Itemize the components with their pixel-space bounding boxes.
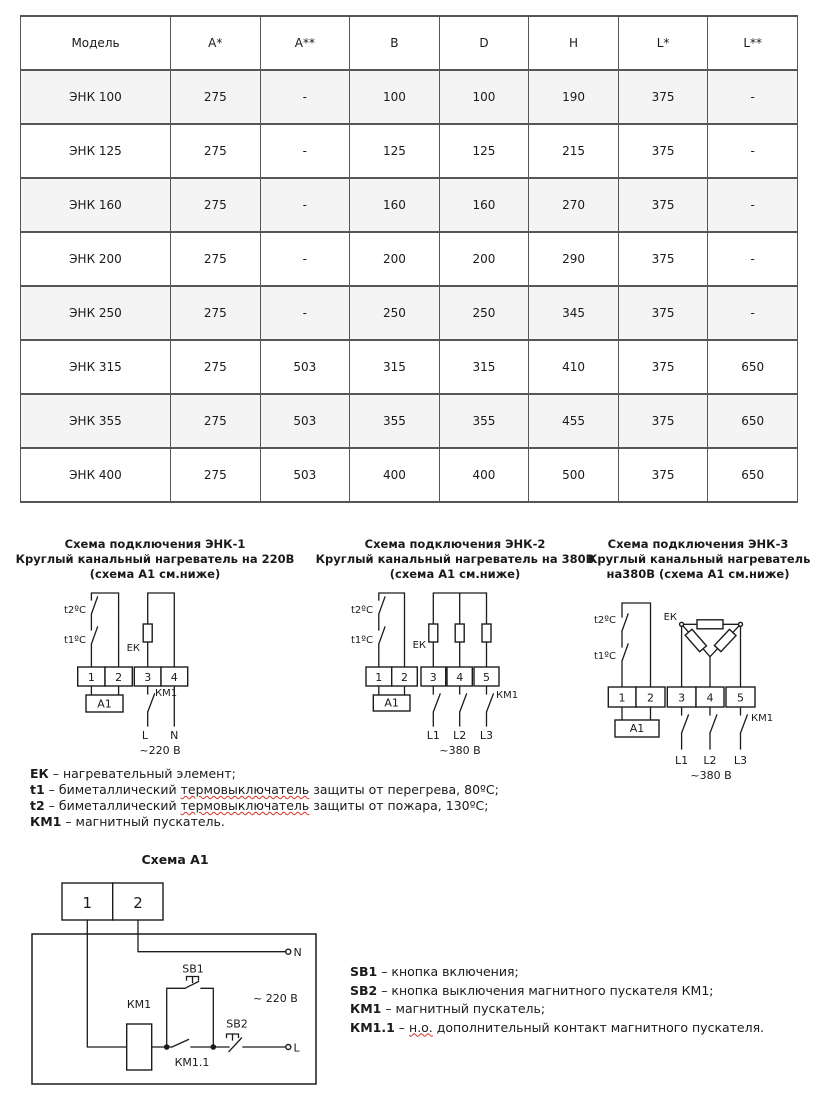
enk2-wiring-diagram [340,588,560,760]
table-cell: 125 [350,124,440,178]
sb2-label: SB2 [226,1017,248,1031]
heater-element-symbol [714,629,736,651]
table-cell: 375 [618,124,708,178]
ek-label: ЕК [126,643,140,654]
table-cell: 503 [260,394,350,448]
t2-label: t2ºC [351,605,373,616]
km1-label: КМ1 [155,688,178,699]
table-cell: - [708,124,798,178]
column-header-l1: L* [618,16,708,70]
table-cell: 250 [439,286,529,340]
legend-term: КМ1 [30,814,62,829]
table-cell: 500 [529,448,619,502]
cell-model: ЭНК 315 [21,340,171,394]
table-cell: 503 [260,340,350,394]
heater-element-symbol [143,624,152,642]
wiring [32,883,316,1084]
table-cell: 275 [171,448,261,502]
a1-label: А1 [384,696,399,710]
cell-model: ЭНК 160 [21,178,171,232]
table-cell: 275 [171,286,261,340]
phase-l-label: L [293,1041,300,1055]
a1-label: А1 [629,722,645,735]
heater-element-symbol [455,624,464,642]
legend-line: t2 – биметаллический термовыключатель защиты от пожара, 130ºС; [30,798,489,813]
legend-line: КМ1.1 – н.о. дополнительный контакт магнитного пускателя. [350,1019,765,1035]
cell-model: ЭНК 200 [21,232,171,286]
t2-label: t2ºC [594,615,616,626]
table-cell: 375 [618,70,708,124]
table-cell: 160 [439,178,529,232]
table-cell: 290 [529,232,619,286]
sb1-label: SB1 [182,962,204,976]
terminal-number: 2 [115,671,123,684]
terminal-number: 5 [737,691,744,705]
phase-l-label: L [141,729,149,742]
table-cell: 503 [260,448,350,502]
cell-model: ЭНК 125 [21,124,171,178]
table-row [21,70,798,124]
cell-model: ЭНК 355 [21,394,171,448]
legend-line: SB1 – кнопка включения; [350,964,519,979]
terminal-number: 1 [82,894,93,912]
column-header-h: H [529,16,619,70]
table-row [21,340,798,394]
table-cell: 400 [350,448,440,502]
ek-label: ЕК [412,640,426,651]
phase-l3-label: L3 [733,754,748,767]
t2-label: t2ºC [64,605,86,616]
cell-model: ЭНК 100 [21,70,171,124]
neutral-n-label: N [293,946,302,959]
enk1-diagram-title [15,537,295,582]
column-header-model: Модель [21,16,171,70]
column-header-l2: L** [708,16,798,70]
phase-l2-label: L2 [453,729,467,742]
table-cell: - [260,232,350,286]
table-row [21,286,798,340]
terminal-number: 2 [401,671,408,684]
legend-line: SB2 – кнопка выключения магнитного пускателя КМ1; [350,982,714,998]
table-cell: 375 [618,232,708,286]
table-cell: 375 [618,286,708,340]
legend-term: ЕК [30,766,49,781]
table-row [21,124,798,178]
dimensions-table-wrap [20,15,798,503]
table-cell: - [260,70,350,124]
table-cell: 270 [529,178,619,232]
table-cell: 100 [350,70,440,124]
table-row [21,394,798,448]
title-line: на380В (схема А1 см.ниже) [606,567,790,581]
table-cell: 650 [708,340,798,394]
table-cell: 375 [618,178,708,232]
terminal-number: 4 [706,691,714,705]
table-cell: 250 [350,286,440,340]
voltage-label: ~380 В [690,769,732,782]
table-cell: - [708,286,798,340]
neutral-n-label: N [170,729,179,742]
table-cell: - [260,286,350,340]
column-header-d: D [439,16,529,70]
phase-l2-label: L2 [703,754,717,767]
table-cell: 400 [439,448,529,502]
terminal-number: 3 [429,671,437,684]
km1-coil-symbol [127,1024,152,1070]
dimensions-table [20,15,798,503]
table-cell: 275 [171,124,261,178]
column-header-b: B [350,16,440,70]
table-cell: 100 [439,70,529,124]
table-cell: 345 [529,286,619,340]
junction-dot [164,1044,170,1050]
table-row [21,448,798,502]
heater-element-symbol [685,629,706,651]
table-cell: 125 [439,124,529,178]
title-line: (схема А1 см.ниже) [89,567,221,581]
n-terminal-node [286,949,291,954]
table-cell: 200 [439,232,529,286]
table-cell: 375 [618,448,708,502]
table-cell: - [260,124,350,178]
voltage-label: ~220 В [139,744,181,757]
column-header-a2: A** [260,16,350,70]
legend-line: ЕК – нагревательный элемент; [30,766,236,781]
t1-label: t1ºC [351,635,373,646]
terminal-number: 1 [87,671,95,684]
terminal-number: 1 [618,691,626,705]
junction-node [739,622,743,626]
table-cell: 315 [439,340,529,394]
km1-label: КМ1 [126,998,152,1011]
legend-term: t1 [30,782,45,797]
table-cell: 275 [171,340,261,394]
l-terminal-node [286,1045,291,1050]
km1-label: КМ1 [496,690,519,701]
terminal-number: 2 [647,691,654,705]
table-cell: 190 [529,70,619,124]
table-cell: 355 [350,394,440,448]
voltage-label: ~ 220 В [253,992,298,1005]
heater-element-symbol [697,620,723,629]
table-row [21,232,798,286]
legend-term: SB2 [350,982,378,998]
legend-term: КМ1.1 [350,1019,395,1035]
table-cell: 375 [618,394,708,448]
a1-scheme-title: Схема А1 [141,852,209,867]
table-cell: 275 [171,70,261,124]
enk3-diagram-title [588,537,811,582]
a1-scheme-legend [350,963,764,1037]
table-cell: 200 [350,232,440,286]
enk3-wiring-diagram [585,593,820,788]
phase-l1-label: L1 [675,754,689,767]
title-line: Схема подключения ЭНК-2 [364,537,546,551]
wiring-legend [30,766,499,830]
legend-term: КМ1 [350,1001,382,1016]
terminal-number: 3 [144,671,152,684]
legend-line: КМ1 – магнитный пускатель; [350,1001,546,1016]
junction-dot [211,1044,217,1050]
table-cell: 650 [708,448,798,502]
cell-model: ЭНК 250 [21,286,171,340]
table-cell: - [708,70,798,124]
a1-scheme-diagram [25,875,335,1093]
legend-term: t2 [30,798,45,813]
a1-label: А1 [97,697,112,711]
table-cell: - [708,178,798,232]
voltage-label: ~380 В [439,744,481,757]
table-cell: 355 [439,394,529,448]
terminal-number: 5 [483,671,490,684]
table-cell: 160 [350,178,440,232]
legend-line: КМ1 – магнитный пускатель. [30,814,225,829]
t1-label: t1ºC [64,635,86,646]
title-line: Схема подключения ЭНК-1 [64,537,246,551]
table-cell: - [260,178,350,232]
heater-element-symbol [429,624,438,642]
table-cell: 455 [529,394,619,448]
terminal-number: 1 [375,671,383,684]
phase-l1-label: L1 [426,729,440,742]
table-cell: 315 [350,340,440,394]
table-cell: 275 [171,394,261,448]
table-cell: - [708,232,798,286]
legend-term: SB1 [350,964,378,979]
terminal-number: 4 [170,671,178,684]
table-cell: 275 [171,178,261,232]
title-line: Схема подключения ЭНК-3 [607,537,789,551]
enk2-diagram-title [305,537,605,582]
ek-label: ЕК [663,612,677,623]
header-row [21,16,798,70]
title-line: Круглый канальный нагреватель на 380В [315,552,595,566]
table-row [21,178,798,232]
terminal-number: 4 [456,671,464,684]
junction-node [680,622,684,626]
table-cell: 375 [618,340,708,394]
table-cell: 650 [708,394,798,448]
title-line: (схема А1 см.ниже) [389,567,521,581]
wiring [78,593,188,726]
enk1-wiring-diagram [40,588,240,760]
km11-label: КМ1.1 [174,1056,210,1069]
table-cell: 410 [529,340,619,394]
km1-label: КМ1 [751,713,774,724]
table-cell: 275 [171,232,261,286]
terminal-number: 2 [133,894,143,912]
t1-label: t1ºC [594,651,616,662]
heater-element-symbol [482,624,491,642]
table-cell: 215 [529,124,619,178]
terminal-number: 3 [678,691,686,705]
cell-model: ЭНК 400 [21,448,171,502]
title-line: Круглый канальный нагреватель на 220В [15,552,295,566]
column-header-a1: A* [171,16,261,70]
phase-l3-label: L3 [479,729,494,742]
legend-line: t1 – биметаллический термовыключатель защиты от перегрева, 80ºС; [30,782,499,797]
title-line: Круглый канальный нагреватель [588,552,811,566]
